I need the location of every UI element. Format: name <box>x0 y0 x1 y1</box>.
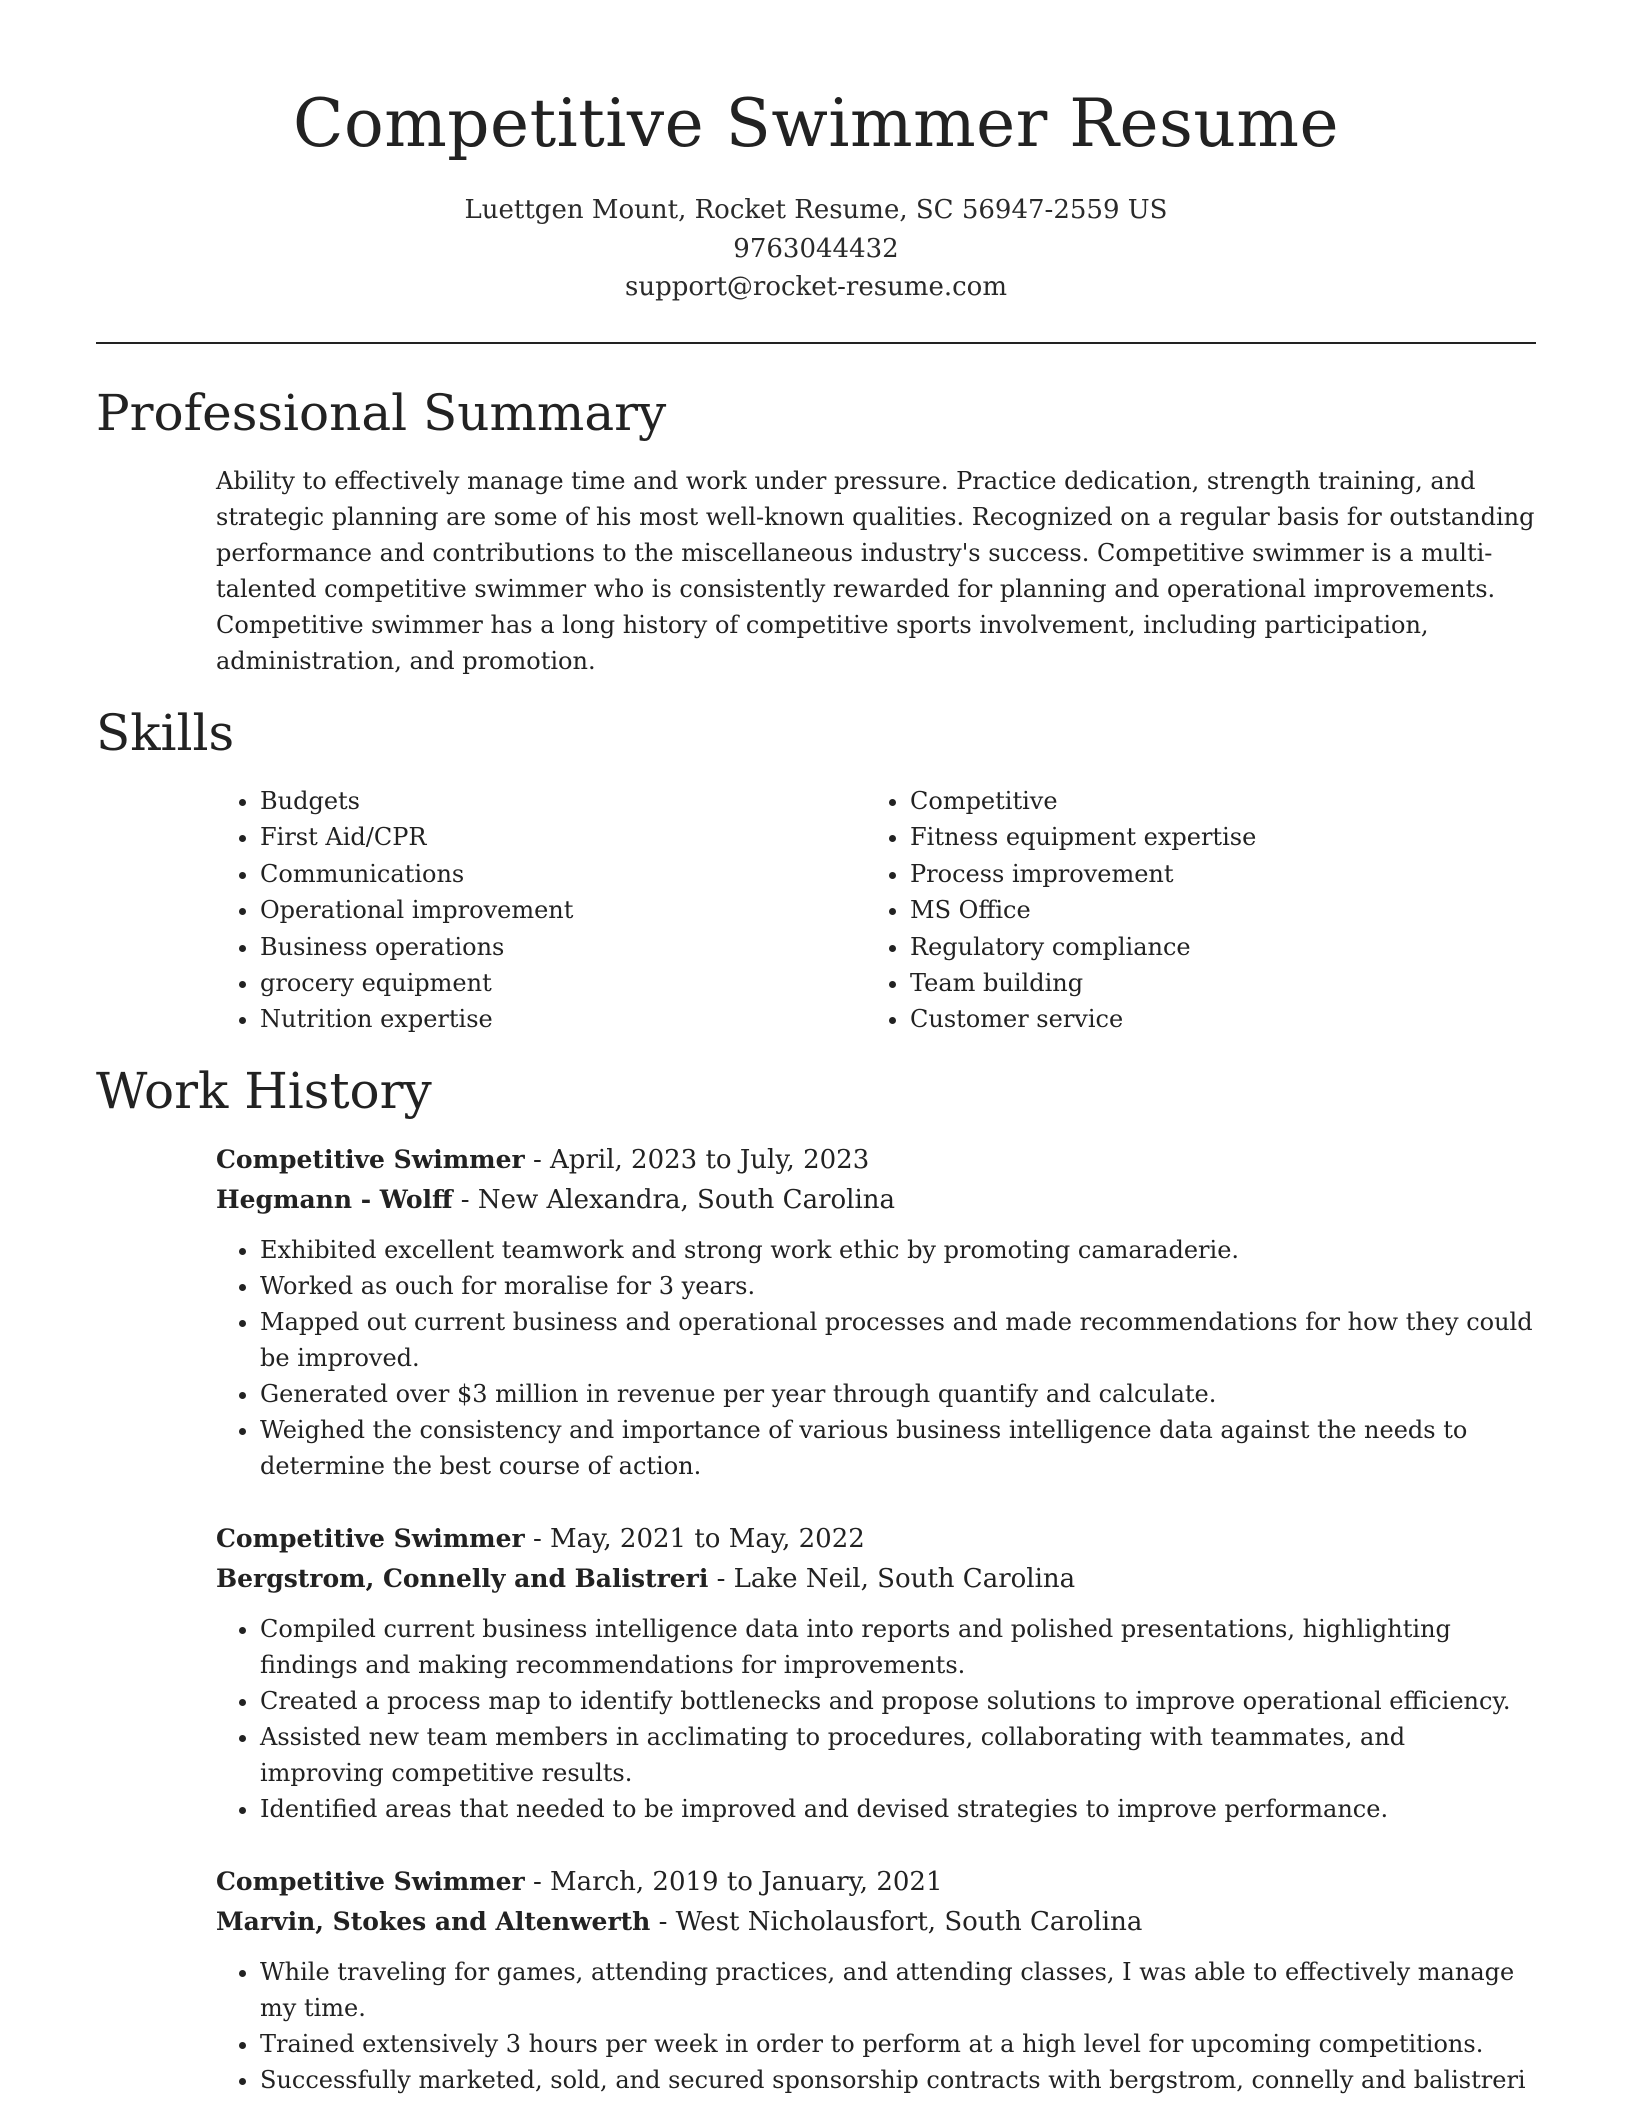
job-location: New Alexandra, South Carolina <box>477 1185 896 1215</box>
skill-item: • Customer service <box>910 1001 1256 1037</box>
job-bullet: • Exhibited excellent teamwork and strong work ethic by promoting camaraderie. <box>260 1232 1536 1268</box>
job-bullet: • Mapped out current business and operational processes and made recommendations for how they could be improved. <box>260 1304 1536 1376</box>
job-company: Bergstrom, Connelly and Balistreri <box>216 1564 709 1593</box>
job-bullet: • Compiled current business intelligence data into reports and polished presentations, highlighting findings and making recommendations for improvements. <box>260 1611 1536 1683</box>
skill-item: • Competitive <box>910 783 1256 819</box>
job-bullet: • Trained extensively 3 hours per week in order to perform at a high level for upcoming competitions. <box>260 2026 1536 2062</box>
header-divider <box>96 342 1536 344</box>
skill-item: • Communications <box>260 856 573 892</box>
job-dates: March, 2019 to January, 2021 <box>550 1867 943 1897</box>
skill-item: • Team building <box>910 965 1256 1001</box>
separator: - <box>524 1524 551 1554</box>
job-title-line <box>216 1140 1536 1180</box>
job-title-line <box>216 1519 1536 1559</box>
skill-item: • Regulatory compliance <box>910 929 1256 965</box>
job-bullets <box>216 1611 1536 1827</box>
job-company-line <box>216 1559 1536 1599</box>
job-location: West Nicholausfort, South Carolina <box>675 1907 1143 1937</box>
skills-list-right <box>866 783 1256 1038</box>
skill-item: • grocery equipment <box>260 965 573 1001</box>
job-dates: May, 2021 to May, 2022 <box>550 1524 865 1554</box>
skill-item: • MS Office <box>910 892 1256 928</box>
job-bullets <box>216 1232 1536 1484</box>
job-role: Competitive Swimmer <box>216 1145 525 1174</box>
skill-item: • Process improvement <box>910 856 1256 892</box>
separator: - <box>708 1564 734 1594</box>
job-bullet: • Identified areas that needed to be improved and devised strategies to improve performance. <box>260 1791 1536 1827</box>
job-bullet: • While traveling for games, attending practices, and attending classes, I was able to effectively manage my time. <box>260 1954 1536 2026</box>
job-entry <box>216 1862 1536 2098</box>
separator: - <box>452 1185 478 1215</box>
job-dates: April, 2023 to July, 2023 <box>550 1145 870 1175</box>
contact-address: Luettgen Mount, Rocket Resume, SC 56947-2559 US <box>464 195 1168 225</box>
job-role: Competitive Swimmer <box>216 1867 525 1896</box>
contact-phone: 9763044432 <box>733 234 899 264</box>
separator: - <box>524 1867 551 1897</box>
job-entry <box>216 1519 1536 1827</box>
job-bullet: • Weighed the consistency and importance of various business intelligence data against the needs to determine the best course of action. <box>260 1412 1536 1484</box>
section-title-summary: Professional Summary <box>96 384 667 442</box>
job-bullet: • Worked as ouch for moralise for 3 years. <box>260 1268 1536 1304</box>
job-company-line <box>216 1902 1536 1942</box>
job-bullet: • Created a process map to identify bottlenecks and propose solutions to improve operational efficiency. <box>260 1683 1536 1719</box>
section-title-work-history: Work History <box>96 1062 432 1120</box>
job-bullet: • Assisted new team members in acclimating to procedures, collaborating with teammates, and improving competitive results. <box>260 1719 1536 1791</box>
skill-item: • Budgets <box>260 783 573 819</box>
skill-item: • Business operations <box>260 929 573 965</box>
job-company: Hegmann - Wolff <box>216 1185 453 1214</box>
job-title-line <box>216 1862 1536 1902</box>
job-entry <box>216 1140 1536 1484</box>
skill-item: • First Aid/CPR <box>260 819 573 855</box>
job-bullet: • Generated over $3 million in revenue per year through quantify and calculate. <box>260 1376 1536 1412</box>
skill-item: • Fitness equipment expertise <box>910 819 1256 855</box>
job-company: Marvin, Stokes and Altenwerth <box>216 1907 651 1936</box>
section-title-skills: Skills <box>96 704 235 762</box>
job-location: Lake Neil, South Carolina <box>733 1564 1076 1594</box>
contact-email[interactable]: support@rocket-resume.com <box>624 272 1007 302</box>
summary-text: Ability to effectively manage time and work under pressure. Practice dedication, strength training, and strategic planning are some of his most well-known qualities. Recognized on a regular basis for outstanding performance and contributions to the miscellaneous industry's success. Competitive swimmer is a multi-talented competitive swimmer who is consistently rewarded for planning and operational improvements. Competitive swimmer has a long history of competitive sports involvement, including participation, administration, and promotion. <box>216 467 1535 675</box>
separator: - <box>650 1907 676 1937</box>
separator: - <box>524 1145 551 1175</box>
skill-item: • Operational improvement <box>260 892 573 928</box>
resume-title: Competitive Swimmer Resume <box>292 85 1340 162</box>
skill-item: • Nutrition expertise <box>260 1001 573 1037</box>
job-company-line <box>216 1180 1536 1220</box>
job-bullets <box>216 1954 1536 2098</box>
skills-list-left <box>216 783 573 1038</box>
job-bullet: • Successfully marketed, sold, and secured sponsorship contracts with bergstrom, connelly and balistreri <box>260 2062 1536 2098</box>
job-role: Competitive Swimmer <box>216 1524 525 1553</box>
